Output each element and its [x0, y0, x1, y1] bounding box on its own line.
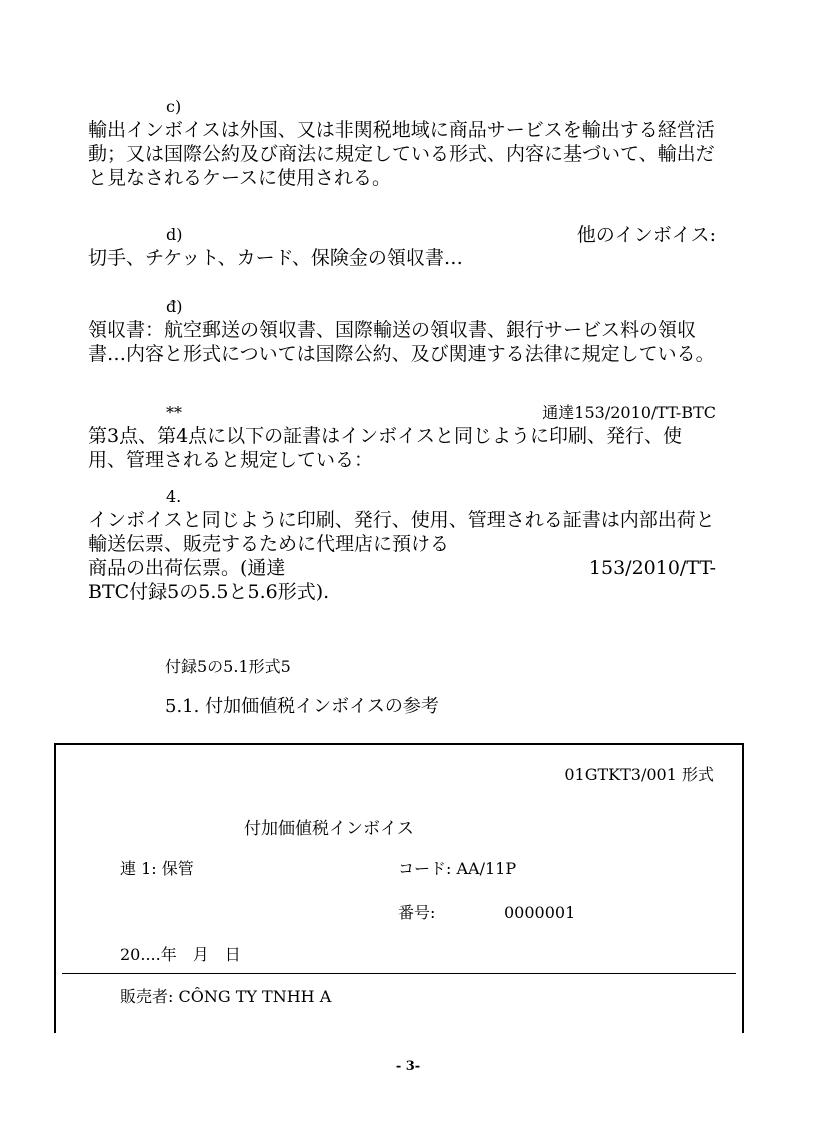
section-4-text: インボイスと同じように印刷、発行、使用、管理される証書は内部出荷と輸送伝票、販売するために代理店に預ける — [88, 509, 715, 555]
invoice-date-label: 20....年 月 日 — [120, 945, 241, 964]
section-c-marker: c) — [166, 97, 182, 116]
section-4-tail: BTC付録5の5.5と5.6形式). — [88, 581, 330, 603]
section-note-head — [88, 402, 716, 424]
section-d-text: 切手、チケット、カード、保険金の領収書… — [88, 247, 463, 269]
invoice-form-code: 01GTKT3/001 形式 — [564, 765, 714, 784]
appendix-title: 5.1. 付加価値税インボイスの参考 — [165, 696, 439, 717]
section-note-text: 第3点、第4点に以下の証書はインボイスと同じように印刷、発行、使用、管理されると規定している： — [88, 425, 682, 471]
invoice-copy-label: 連 1: 保管 — [120, 859, 194, 878]
section-note-marker: ** — [166, 403, 182, 422]
section-d — [88, 224, 716, 270]
section-4-split-line — [88, 556, 716, 580]
invoice-divider — [62, 973, 736, 974]
section-d-head-right: 他のインボイス: — [576, 224, 716, 246]
section-c-text: 輸出インボイスは外国、又は非関税地域に商品サービスを輸出する経営活動；又は国際公約及び商法に規定している形式、内容に基づいて、輸出だと見なされるケースに使用される。 — [88, 119, 715, 189]
section-dd-text: 領収書：航空郵送の領収書、国際輸送の領収書、銀行サービス料の領収書…内容と形式については国際公約、及び関連する法律に規定している。 — [88, 319, 715, 365]
invoice-title: 付加価値税インボイス — [244, 819, 414, 839]
section-dd-marker: đ) — [166, 297, 183, 316]
section-4-split-left: 商品の出荷伝票。(通達 — [88, 557, 286, 579]
section-d-head — [88, 224, 716, 246]
section-note — [88, 402, 716, 472]
invoice-seller-label: 販売者: CÔNG TY TNHH A — [120, 987, 332, 1006]
invoice-number-label: 番号: — [398, 903, 436, 922]
invoice-number-value: 0000001 — [504, 903, 576, 922]
section-dd — [88, 296, 716, 366]
section-4-marker: 4. — [166, 487, 182, 506]
section-d-marker: d) — [166, 225, 183, 244]
section-note-head-right: 通達153/2010/TT-BTC — [542, 403, 716, 422]
invoice-code-label: コード: AA/11P — [398, 859, 517, 878]
appendix-form-label: 付録5の5.1形式5 — [165, 657, 291, 676]
section-4-split-right: 153/2010/TT- — [588, 557, 716, 579]
invoice-sample — [54, 743, 744, 1033]
section-4 — [88, 486, 716, 604]
page-number: - 3- — [395, 1059, 421, 1074]
section-c — [88, 96, 716, 190]
